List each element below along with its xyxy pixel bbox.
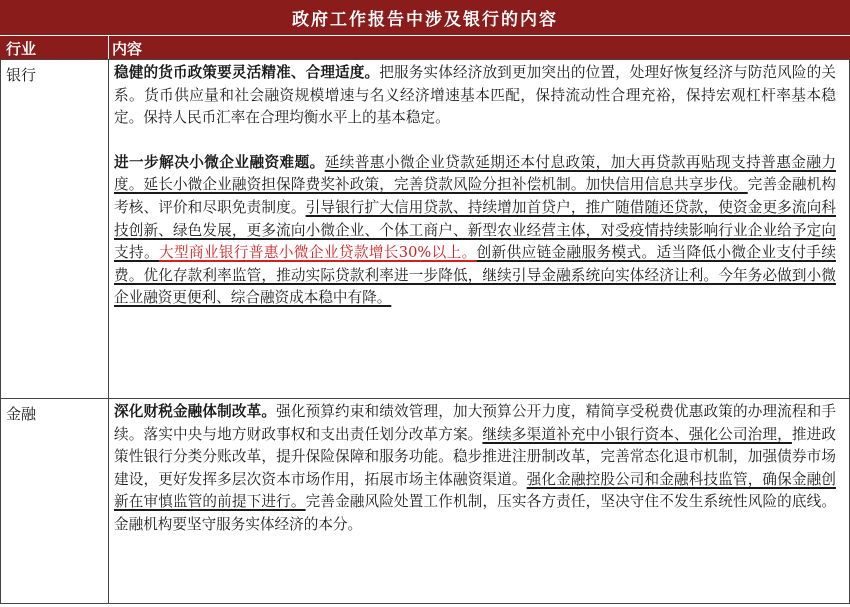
row-divider-top bbox=[0, 59, 850, 60]
column-divider bbox=[108, 59, 109, 604]
bank-p1-text: 把服务实体经济放到更加突出的位置，处理好恢复经济与防范风险的关系。货币供应量和社会融资规模增速与名义经济增速基本匹配，保持流动性合理充裕，保持宏观杠杆率基本稳定。保持人民币汇率在合理均衡水平上的基本稳定。 bbox=[114, 64, 836, 127]
table-header-row bbox=[0, 35, 850, 59]
row-content-finance bbox=[114, 401, 836, 537]
bank-p2-text-1: 完善金融机构考核、评价和尽职免责制度。 bbox=[114, 176, 836, 216]
row-content-bank bbox=[114, 62, 836, 310]
bank-p2-underlined-4: 适当降低小微企业支付手续费。优化存款利率监管，推动实际贷款利率进一步降低，继续引导金融系统向实体经济让利。今年务必做到小微企业融资更便利、综合融资成本稳中有降。 bbox=[114, 244, 836, 307]
bank-paragraph-2 bbox=[114, 152, 836, 310]
table-title: 政府工作报告中涉及银行的内容 bbox=[0, 0, 850, 35]
finance-paragraph bbox=[114, 401, 836, 537]
header-divider bbox=[108, 36, 109, 60]
finance-text-1: 强化预算约束和绩效管理，加大预算公开力度，精简享受税费优惠政策的办理流程和手续。落实中央与地方财政事权和支出责任划分改革方案。 bbox=[114, 403, 836, 443]
bank-p2-underlined-3: 创新供应链金融服务模式。 bbox=[476, 244, 657, 262]
bank-paragraph-1 bbox=[114, 62, 836, 130]
row-divider-middle bbox=[0, 398, 850, 399]
bank-p2-lead: 进一步解决小微企业融资难题。 bbox=[114, 153, 325, 171]
row-divider-bottom bbox=[0, 603, 850, 604]
header-content: 内容 bbox=[112, 40, 143, 58]
table-border-left bbox=[0, 59, 1, 604]
row-industry-finance: 金融 bbox=[6, 405, 37, 423]
bank-p2-underlined-2: 引导银行扩大信用贷款、持续增加首贷户，推广随借随还贷款，使资金更多流向科技创新、绿色发展，更多流向小微企业、个体工商户、新型农业经营主体，对受疫情持续影响行业企业给予定向支持。 bbox=[114, 198, 836, 262]
bank-p2-highlight: 大型商业银行普惠小微企业贷款增长30%以上。 bbox=[158, 244, 477, 262]
bank-p2-underlined-1: 延续普惠小微企业贷款延期还本付息政策，加大再贷款再贴现支持普惠金融力度。延长小微企业融资担保降费奖补政策，完善贷款风险分担补偿机制。加快信用信息共享步伐。 bbox=[114, 153, 836, 194]
finance-underlined-1: 继续多渠道补充中小银行资本、强化公司治理， bbox=[482, 425, 792, 443]
header-industry: 行业 bbox=[6, 40, 37, 58]
bank-p1-lead: 稳健的货币政策要灵活精准、合理适度。 bbox=[114, 64, 380, 81]
row-industry-bank: 银行 bbox=[6, 66, 37, 84]
finance-text-2: 推进政策性银行分类分账改革，提升保险保障和服务功能。稳步推进注册制改革，完善常态化退市机制，加强债券市场建设，更好发挥多层次资本市场作用，拓展市场主体融资渠道。 bbox=[114, 425, 836, 488]
finance-underlined-2: 强化金融控股公司和金融科技监管，确保金融创新在审慎监管的前提下进行。 bbox=[114, 470, 836, 511]
finance-lead: 深化财税金融体制改革。 bbox=[114, 403, 277, 420]
finance-text-3: 完善金融风险处置工作机制，压实各方责任，坚决守住不发生系统性风险的底线。金融机构要坚守服务实体经济的本分。 bbox=[114, 493, 836, 533]
